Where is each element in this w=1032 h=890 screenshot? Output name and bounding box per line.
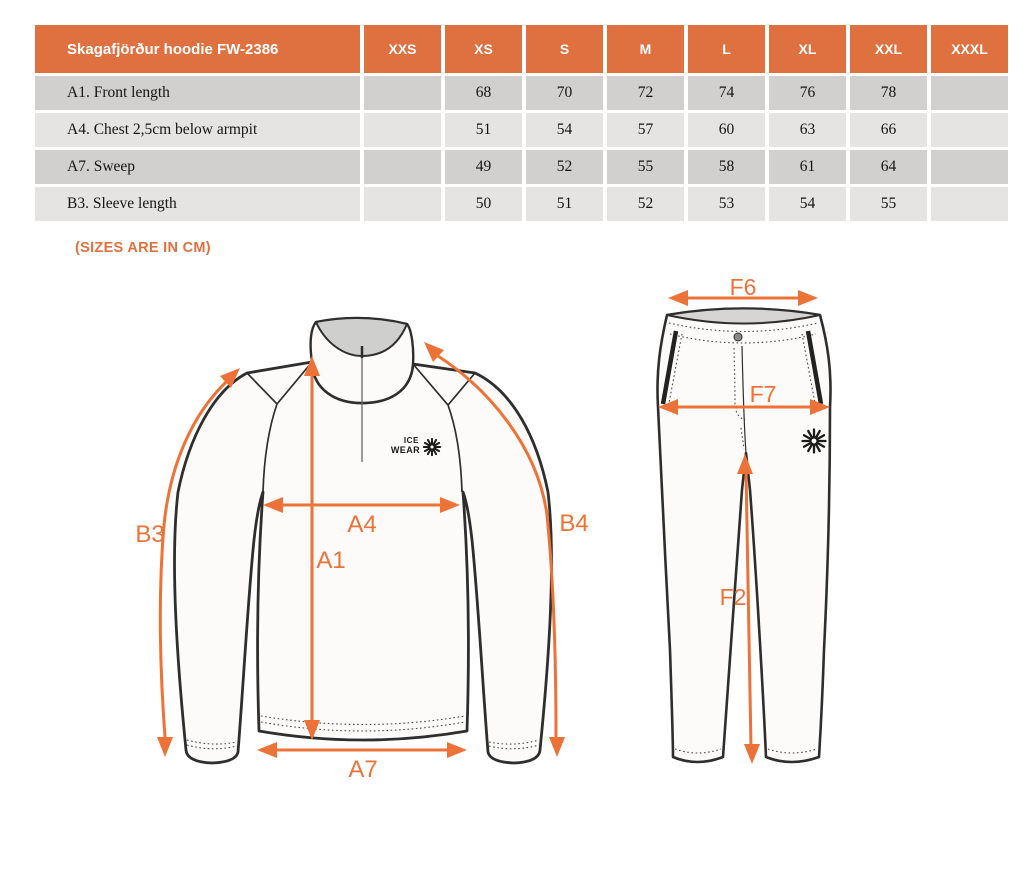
logo-line-1: ICE	[403, 436, 419, 445]
size-col-s: S	[526, 25, 603, 73]
cell: 76	[769, 76, 846, 110]
cell: 58	[688, 150, 765, 184]
cell: 64	[850, 150, 927, 184]
cell: 52	[526, 150, 603, 184]
cell: 61	[769, 150, 846, 184]
pants-silhouette	[657, 309, 830, 763]
label-a4: A4	[347, 511, 377, 538]
label-f7: F7	[749, 381, 777, 407]
size-col-xxs: XXS	[364, 25, 441, 73]
hoodie-drawing	[135, 318, 588, 783]
size-col-xl: XL	[769, 25, 846, 73]
cell: 54	[526, 113, 603, 147]
cell: 51	[526, 187, 603, 221]
waist-button	[734, 333, 742, 341]
pants-drawing	[657, 274, 830, 764]
cell: 52	[607, 187, 684, 221]
cell: 49	[445, 150, 522, 184]
cell: 55	[607, 150, 684, 184]
cell: 50	[445, 187, 522, 221]
size-col-xxl: XXL	[850, 25, 927, 73]
measure-arrow-f6	[668, 274, 818, 306]
cell: 54	[769, 187, 846, 221]
cell: 78	[850, 76, 927, 110]
hoodie-silhouette	[174, 362, 551, 763]
sizes-unit-note: (SIZES ARE IN CM)	[75, 240, 211, 256]
label-f6: F6	[729, 274, 757, 300]
cell: 57	[607, 113, 684, 147]
cell: 53	[688, 187, 765, 221]
size-col-l: L	[688, 25, 765, 73]
label-f2: F2	[719, 584, 747, 610]
label-b4: B4	[559, 510, 589, 537]
cell: 74	[688, 76, 765, 110]
logo-line-2: WEAR	[390, 445, 420, 455]
size-col-xs: XS	[445, 25, 522, 73]
label-a1: A1	[316, 547, 346, 574]
row-label: A7. Sweep	[35, 150, 360, 184]
measure-arrow-a7	[257, 742, 467, 783]
cell: 55	[850, 187, 927, 221]
cell: 63	[769, 113, 846, 147]
cell: 70	[526, 76, 603, 110]
size-col-m: M	[607, 25, 684, 73]
cell: 51	[445, 113, 522, 147]
row-label: B3. Sleeve length	[35, 187, 360, 221]
label-a7: A7	[348, 756, 378, 783]
cell: 66	[850, 113, 927, 147]
label-b3: B3	[135, 521, 165, 548]
cell: 72	[607, 76, 684, 110]
cell: 60	[688, 113, 765, 147]
cell: 68	[445, 76, 522, 110]
product-title: Skagafjörður hoodie FW-2386	[35, 25, 360, 73]
row-label: A4. Chest 2,5cm below armpit	[35, 113, 360, 147]
size-col-xxxl: XXXL	[931, 25, 1008, 73]
row-label: A1. Front length	[35, 76, 360, 110]
